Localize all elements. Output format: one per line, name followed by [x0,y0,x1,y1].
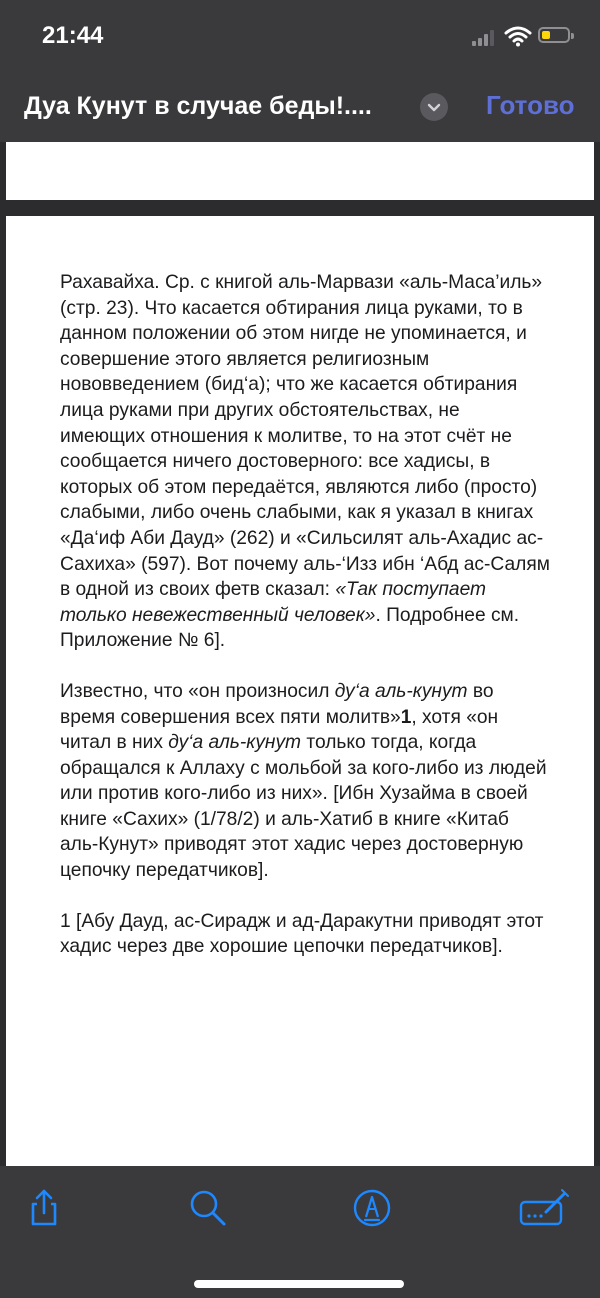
previous-page [6,142,594,200]
search-button[interactable] [186,1186,230,1230]
chevron-down-icon [420,93,448,121]
term-italic: ду‘а аль-кунут [168,732,302,754]
paragraph-1-text: Рахавайха. Ср. с книгой аль-Марвази «аль-Маса’иль» (стр. 23). Что касается обтирания лица руками, то в данном положении об этом нигде не упоминается, и совершение этого является религиозным нововведением (бид‘а); что же касается обтирания лица руками при других обстоятельствах, не имеющих отношения к молитве, то на этот счёт не сообщается ничего достоверного: все хадисы, в которых об этом передаётся, являются либо (просто) слабыми, либо очень слабыми, как я указал в книгах «Да‘иф Аби Дауд» (262) и «Сильсилят аль-Ахадис ас-Сахиха» (597). Вот почему аль-‘Изз ибн ‘Абд ас-Салям в одной из своих фетв сказал: [60,272,550,601]
paragraph-2-text-d: только тогда, когда обращался к Аллаху с мольбой за кого-либо из людей или против кого-либо из них». [Ибн Хузайма в своей книге «Сахих» (1/78/2) и аль-Хатиб в книге «Китаб аль-Кунут» приводят этот хадис через достоверную цепочку передатчиков]. [60,732,547,882]
term-italic: ду‘а аль-кунут [334,680,468,702]
document-title[interactable]: Дуа Кунут в случае беды!.... [24,92,372,120]
edit-button[interactable] [518,1186,562,1230]
home-indicator[interactable] [194,1280,404,1288]
paragraph-2-text: Известно, что «он произносил [60,680,335,702]
paragraph-1 [60,270,550,654]
page-text [60,270,550,985]
quote-italic: «Так поступает только невежественный человек» [60,579,487,626]
share-icon [22,1186,66,1230]
clock: 21:44 [42,22,104,49]
cellular-signal-icon [472,28,498,46]
document-viewer[interactable] [0,142,600,1166]
bottom-toolbar [0,1166,600,1298]
share-button[interactable] [22,1186,66,1230]
title-menu-button[interactable] [420,93,448,121]
paragraph-2-text-c: , хотя «он читал в них [60,706,499,754]
current-page [6,216,594,1166]
footnote-reference[interactable]: 1 [400,706,412,728]
status-bar [0,0,600,70]
markup-button[interactable] [350,1186,394,1230]
done-button[interactable]: Готово [486,90,575,120]
paragraph-1-ending: . Подробнее см. Приложение № 6]. [60,604,520,652]
markup-icon [350,1186,394,1230]
edit-icon [518,1186,570,1230]
nav-bar [0,70,600,142]
paragraph-2 [60,679,550,884]
battery-icon [538,27,570,43]
search-icon [186,1186,230,1230]
wifi-icon [504,24,532,48]
paragraph-2-text-b: во время совершения всех пяти молитв» [60,680,494,728]
footnote: 1 [Абу Дауд, ас-Сирадж и ад-Даракутни приводят этот хадис через две хорошие цепочки передатчиков]. [60,910,544,958]
next-page [6,1138,594,1166]
